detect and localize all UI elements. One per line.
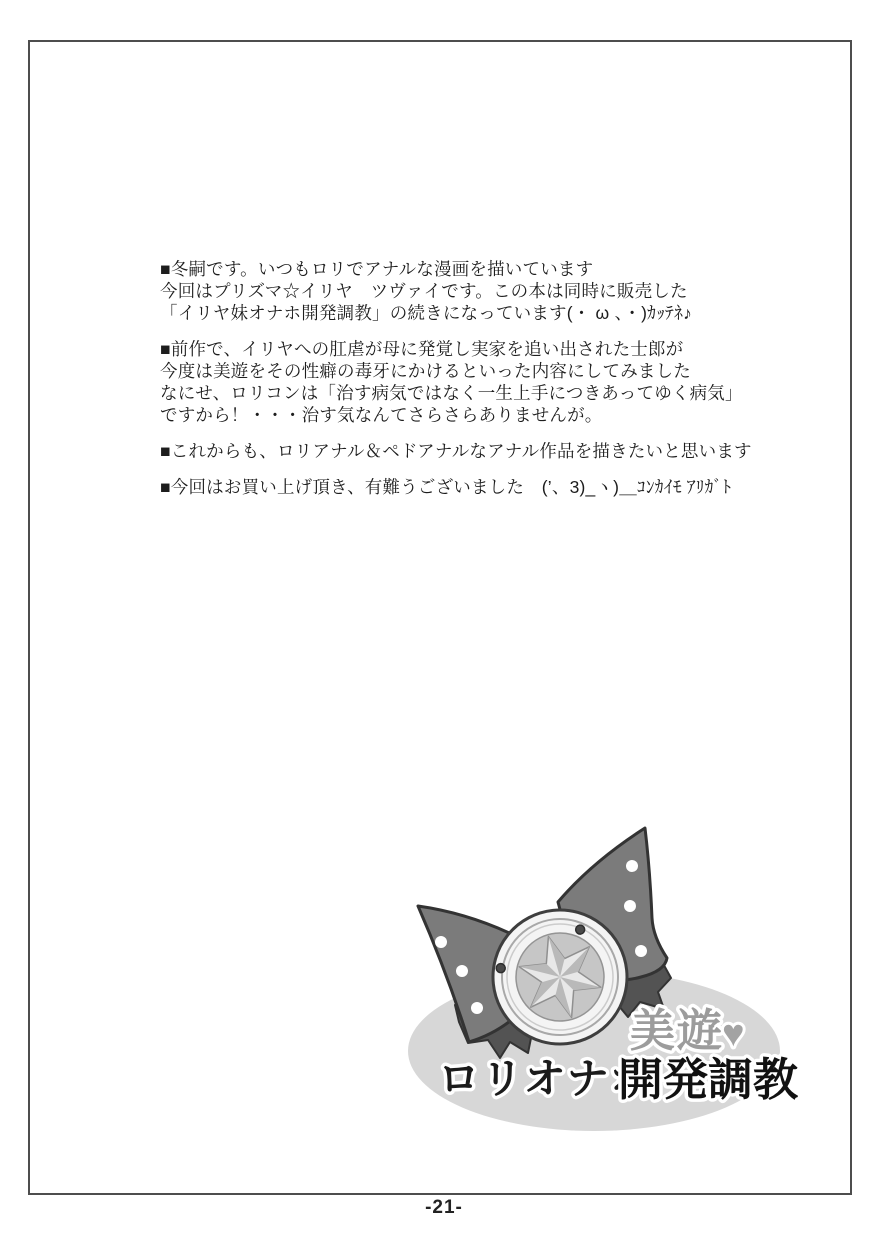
wing-dot: [626, 860, 638, 872]
text-line: 今度は美遊をその性癖の毒牙にかけるといった内容にしてみました: [160, 361, 691, 381]
medallion-rivet: [575, 925, 585, 935]
page-number: -21-: [425, 1197, 463, 1218]
text-line: ■これからも、ロリアナル＆ペドアナルなアナル作品を描きたいと思います: [160, 441, 752, 461]
text-line: ■今回はお買い上げ頂き、有難うございました (’、3)_ヽ)＿ｺﾝｶｲﾓ ｱﾘｶﾞﾄ: [160, 477, 732, 497]
afterword-text-block: [160, 258, 800, 512]
text-line: ですから！・・・治す気なんてさらさらありませんが。: [160, 405, 603, 425]
wing-dot: [635, 945, 647, 957]
text-line: ■冬嗣です。いつもロリでアナルな漫画を描いています: [160, 259, 594, 279]
circle-logo: [390, 812, 800, 1147]
wing-dot: [456, 965, 468, 977]
wing-dot: [624, 900, 636, 912]
text-line: ■前作で、イリヤへの肛虐が母に発覚し実家を追い出された士郎が: [160, 339, 684, 359]
afterword-paragraph-future: [160, 440, 800, 462]
logo-title-bold: 開発調教: [618, 1054, 799, 1105]
wing-dot: [471, 1002, 483, 1014]
wing-dot: [435, 936, 447, 948]
text-line: なにせ、ロリコンは「治す病気ではなく一生上手につきあってゆく病気」: [160, 383, 743, 403]
afterword-paragraph-thanks: [160, 476, 800, 498]
medallion-rivet: [496, 963, 506, 973]
afterword-paragraph-intro: [160, 258, 800, 324]
logo-title-light: ロリオナホ: [438, 1055, 653, 1102]
text-line: 「イリヤ妹オナホ開発調教」の続きになっています(・ ω 、・)ｶｯﾃﾈ♪: [160, 303, 692, 323]
text-line: 今回はプリズマ☆イリヤ ツヴァイです。この本は同時に販売した: [160, 281, 688, 301]
heart-icon: ♥: [722, 1013, 745, 1055]
logo-character-name: 美遊: [630, 1005, 725, 1056]
afterword-paragraph-story: [160, 338, 800, 426]
